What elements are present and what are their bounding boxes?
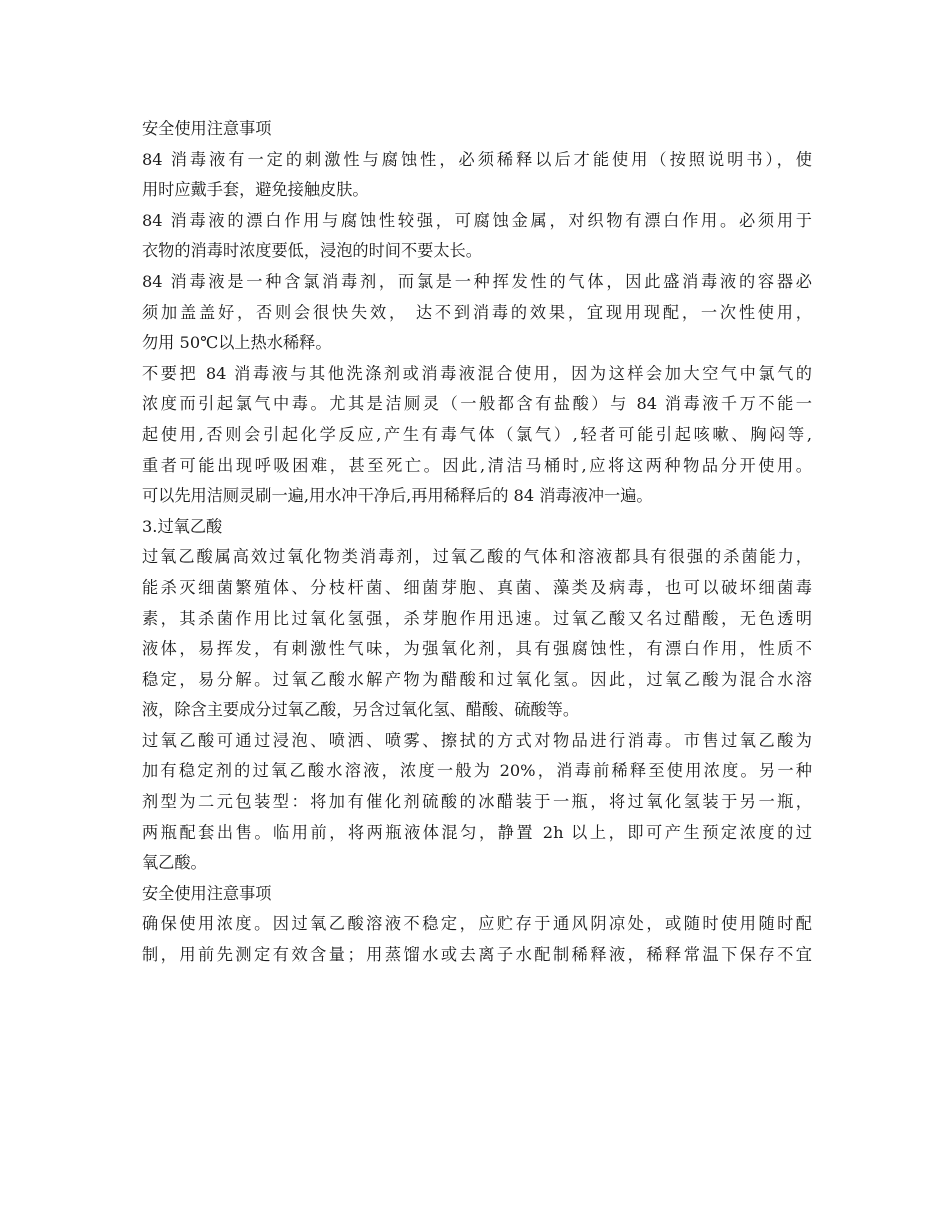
text-line: 制，用前先测定有效含量；用蒸馏水或去离子水配制稀释液，稀释常温下保存不宜 — [142, 945, 812, 965]
document-body — [142, 114, 812, 971]
text-line: 过氧乙酸属高效过氧化物类消毒剂，过氧乙酸的气体和溶液都具有很强的杀菌能力， — [142, 547, 812, 567]
text-line: 84 消毒液有一定的刺激性与腐蚀性，必须稀释以后才能使用（按照说明书），使 — [142, 149, 812, 169]
text-line: 须加盖盖好，否则会很快失效， 达不到消毒的效果，宜现用现配，一次性使用， — [142, 302, 812, 322]
text-line: 液，除含主要成分过氧乙酸，另含过氧化氢、醋酸、硫酸等。 — [142, 700, 580, 720]
text-line: 起使用,否则会引起化学反应,产生有毒气体（氯气）,轻者可能引起咳嗽、胸闷等, — [142, 424, 812, 444]
text-line: 加有稳定剂的过氧乙酸水溶液，浓度一般为 20%，消毒前稀释至使用浓度。另一种 — [142, 761, 812, 781]
text-line: 浓度而引起氯气中毒。尤其是洁厕灵（一般都含有盐酸）与 84 消毒液千万不能一 — [142, 394, 812, 414]
document-page — [142, 114, 812, 971]
text-line: 衣物的消毒时浓度要低，浸泡的时间不要太长。 — [142, 241, 482, 261]
text-line: 84 消毒液的漂白作用与腐蚀性较强，可腐蚀金属，对织物有漂白作用。必须用于 — [142, 210, 812, 230]
text-line: 不要把 84 消毒液与其他洗涤剂或消毒液混合使用，因为这样会加大空气中氯气的 — [142, 363, 812, 383]
text-line: 液体，易挥发，有刺激性气味，为强氧化剂，具有强腐蚀性，有漂白作用，性质不 — [142, 639, 812, 659]
text-line: 安全使用注意事项 — [142, 883, 272, 903]
text-line: 素，其杀菌作用比过氧化氢强，杀芽胞作用迅速。过氧乙酸又名过醋酸，无色透明 — [142, 608, 812, 628]
text-line: 能杀灭细菌繁殖体、分枝杆菌、细菌芽胞、真菌、藻类及病毒，也可以破坏细菌毒 — [142, 577, 812, 597]
text-line: 稳定，易分解。过氧乙酸水解产物为醋酸和过氧化氢。因此，过氧乙酸为混合水溶 — [142, 669, 812, 689]
text-line: 确保使用浓度。因过氧乙酸溶液不稳定，应贮存于通风阴凉处，或随时使用随时配 — [142, 914, 812, 934]
text-line: 勿用 50℃以上热水稀释。 — [142, 333, 332, 353]
text-line: 84 消毒液是一种含氯消毒剂，而氯是一种挥发性的气体，因此盛消毒液的容器必 — [142, 271, 812, 291]
text-line: 3.过氧乙酸 — [142, 516, 223, 536]
text-line: 用时应戴手套，避免接触皮肤。 — [142, 180, 369, 200]
text-line: 可以先用洁厕灵刷一遍,用水冲干净后,再用稀释后的 84 消毒液冲一遍。 — [142, 486, 653, 506]
text-line: 重者可能出现呼吸困难，甚至死亡。因此,清洁马桶时,应将这两种物品分开使用。 — [142, 455, 812, 475]
text-line: 剂型为二元包装型：将加有催化剂硫酸的冰醋装于一瓶，将过氧化氢装于另一瓶， — [142, 792, 812, 812]
text-line: 安全使用注意事项 — [142, 119, 272, 138]
text-line: 过氧乙酸可通过浸泡、喷洒、喷雾、擦拭的方式对物品进行消毒。市售过氧乙酸为 — [142, 730, 812, 750]
text-line: 两瓶配套出售。临用前，将两瓶液体混匀，静置 2h 以上，即可产生预定浓度的过 — [142, 822, 812, 842]
text-line: 氧乙酸。 — [142, 853, 207, 873]
